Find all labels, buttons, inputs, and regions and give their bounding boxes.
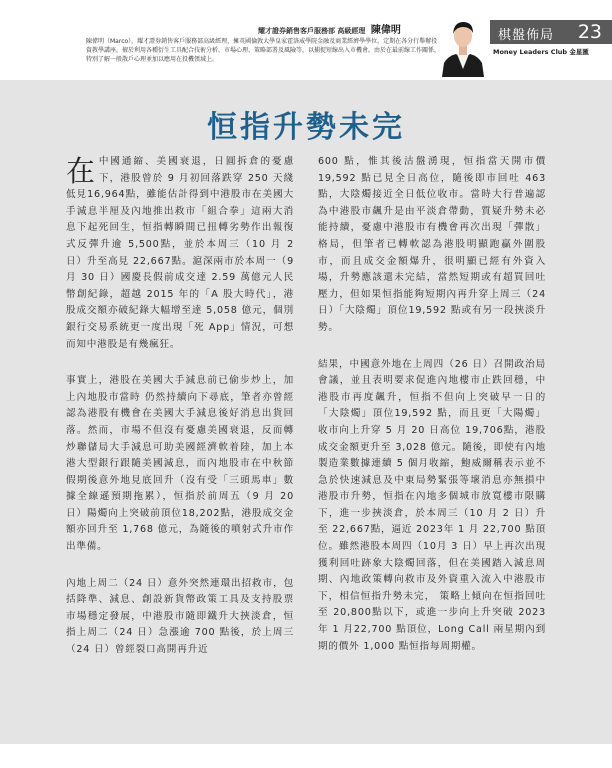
paragraph-3: 內地上周二（24 日）意外突然連環出招救市，包括降準、減息、創設新貨幣政策工具及支持股票市場穩定發展，中港股市隨即鐵升大挾淡倉，恒指上周二（24 日）急漲逾 700 點後，於上周三（24 日）曾經裂口高開再升近 (66, 577, 294, 656)
page-number: 23 (577, 21, 602, 43)
paragraph-1-text: 中國通縮、美國衰退，日圓拆倉的憂慮下，港股曾於 9 月初回落跌穿 250 天綫低見16,964點，雖能估計得到中港股市在美國大手減息半厘及內地推出救市「組合拳」這兩大消息下起死回生，恒指轉瞬間已扭轉劣勢作出報復式反彈升逾 5,500點，並於本周三（10 月 2 日）升至高見 22,667點。滬深兩市於本周一（9 月 30 日）國慶長假前成交達 2.59 萬億元人民幣創紀錄，超越 2015 年的「A 股大時代」，港股成交額亦破紀錄大幅增至達 5,058 億元，個別銀行交易系統更一度出現「死 App」情況，可想而知中港股是有幾瘋狂。 (66, 156, 294, 350)
section-title: 棋盤佈局 (498, 28, 555, 43)
author-bio: 陳偉明（Marco），耀才證券銷售客戶服務部高級經理，擁英國倫敦大學皇家霍洛威學院金融及商業經濟學學位。定期在各分行舉辦投資教學講座，擅於利用各種衍生工具配合技術分析、市場心理、策略部署及風險等，以捕捉短線出入市機會。由於在最前線工作關係，特別了解一般散戶心理並加以應用在投機領域上。 (86, 38, 441, 63)
section-tag (490, 20, 612, 44)
drop-cap: 在 (66, 154, 96, 188)
author-role: 耀才證券銷售客戶服務部 高級經理 (258, 27, 366, 35)
right-column (318, 154, 546, 675)
paragraph-4: 600 點，惟其後沽盤湧現，恒指當天開市價19,592 點已見全日高位，隨後即市回吐 463點，大陰燭接近全日低位收市。當時大行普遍認為中港股市飆升是由平淡倉帶動，質疑升勢未必能持續，憂慮中港股市有機會再次出現「彈散」格局，但筆者已轉軟認為港股明顯跑贏外圍股市，而且成交金額爆升，很明顯已經有外資入場，升勢應該還未完結，當然短期或有超買回吐壓力，但如果恒指能夠短期內再升穿上周三（24 日）「大陰燭」頂位19,592 點或有另一段挾淡升勢。 (318, 156, 546, 333)
page-header (0, 0, 612, 80)
author-photo (440, 13, 486, 77)
page-footer (0, 744, 612, 768)
left-column (66, 154, 294, 679)
article-area (0, 80, 612, 744)
club-name: Money Leaders Club 金星匯 (493, 48, 589, 56)
paragraph-5: 結果，中國意外地在上周四（26 日）召開政治局會議，並且表明要求促進內地樓市止跌回穩，中港股市再度飆升，恒指不但向上突破早一日的「大陰燭」頂位19,592 點，而且更「大陽燭」收市向上升穿 5 月 20 日高位 19,706點，港股成交金額更升至 3,028 億元。隨後，即使有內地製造業數據連續 5 個月收縮，鮑威爾稱表示並不急於快速減息及中東局勢緊張等壞消息亦無損中港股市升勢，恒指在內地多個城市放寬樓市限購下，進一步挾淡倉，於本周三（10 月 2 日）升至 22,667點，逼近 2023年 1 月 22,700 點頂位。雖然港股本周四（10月 3 日）早上再次出現獲利回吐跡象大陰燭回落，但在美國踏入減息周期、內地政策轉向救市及外資重入流入中港股市下，相信恒指升勢未完， 策略上傾向在恒指回吐至 20,800點以下，或進一步向上升突破 2023 年 1 月22,700 點頂位，Long Call 兩星期內到期的價外 1,000 點恒指每周期權。 (318, 358, 546, 652)
author-byline (258, 21, 401, 36)
article-title: 恒指升勢未完 (207, 110, 405, 145)
paragraph-1 (66, 154, 294, 353)
paragraph-2: 事實上，港股在美國大手減息前已偷步炒上，加上內地股市當時 仍然持續向下尋底，筆者亦曾經認為港股有機會在美國大手減息後好消息出貨回落。然而，市場不但沒有憂慮美國衰退，反而轉炒聯儲局大手減息可助美國經濟軟着陸，加上本港大型銀行跟隨美國減息，而內地股市在中秋節假期後意外地見底回升（沒有受「三頭馬車」數據全線遜預期拖累），恒指於前周五（9 月 20 日）陽燭向上突破前頂位18,202點，港股成交金額亦回升至 1,768 億元，為隨後的噴射式升市作出準備。 (66, 375, 294, 553)
author-name: 陳偉明 (370, 25, 401, 36)
